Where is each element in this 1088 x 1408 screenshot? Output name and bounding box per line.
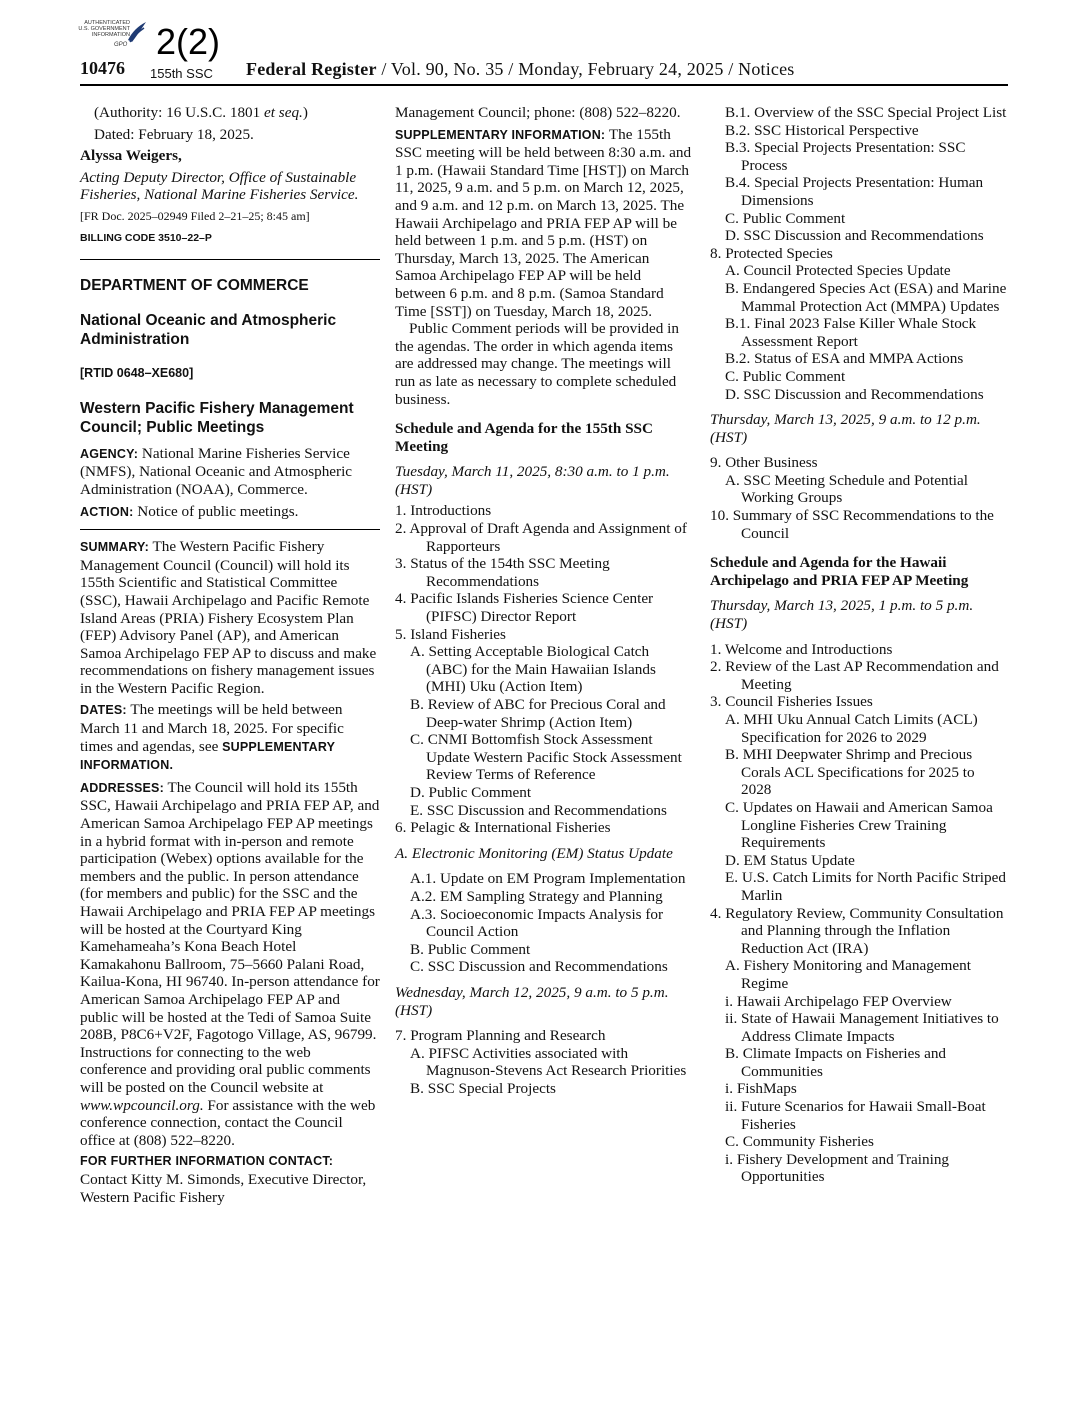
agenda-item: A.3. Socioeconomic Impacts Analysis for Council Action xyxy=(410,905,664,941)
schedule-heading: Schedule and Agenda for the 155th SSC Meeting xyxy=(395,420,653,455)
agenda-item: B.1. Final 2023 False Killer Whale Stock Assessment Report xyxy=(725,315,977,350)
agenda-item: B.3. Special Projects Presentation: SSC Process xyxy=(725,139,966,174)
page-header xyxy=(0,0,1088,92)
agenda-item: D. Public Comment xyxy=(410,783,532,801)
day-heading: Tuesday, March 11, 2025, 8:30 a.m. to 1 p.m. (HST) xyxy=(395,463,670,498)
agenda-item: 10. Summary of SSC Recommendations to the Council xyxy=(710,507,994,542)
dates-label: DATES: xyxy=(80,703,127,718)
agenda-item: C. Updates on Hawaii and American Samoa Longline Fisheries Crew Training Requirements xyxy=(725,798,993,852)
signer-name: Alyssa Weigers, xyxy=(80,147,182,165)
contact-continuation: Management Council; phone: (808) 522–8220. xyxy=(395,104,681,121)
summary-text: The Western Pacific Fishery Management Council (Council) will hold its 155th Scientific and Statistical Committee (SSC), Hawaii Archipelago and Pacific Remote Island Areas (PRIA) Fishery Ecosystem Plan (FEP) Advisory Panel (AP), and American Samoa Archipelago FEP AP to discuss and make recommendations on fishery management issues in the Western Pacific Region. xyxy=(80,538,377,697)
gpo-line: INFORMATION xyxy=(91,32,130,38)
agency-subheading: National Oceanic and Atmospheric Administration xyxy=(80,312,337,349)
subsection-heading: A. Electronic Monitoring (EM) Status Update xyxy=(395,844,673,862)
gpo-seal-text xyxy=(74,20,130,38)
action-text: Notice of public meetings. xyxy=(133,502,299,520)
further-info-text: Contact Kitty M. Simonds, Executive Director, Western Pacific Fishery xyxy=(80,1170,367,1206)
agenda-item: A. SSC Meeting Schedule and Potential Working Groups xyxy=(725,471,968,507)
agenda-item: C. Public Comment xyxy=(725,209,846,227)
agenda-item: E. SSC Discussion and Recommendations xyxy=(410,801,667,819)
dated-line: Dated: February 18, 2025. xyxy=(94,125,254,143)
agenda-item: C. SSC Discussion and Recommendations xyxy=(410,958,668,976)
schedule-heading: Schedule and Agenda for the Hawaii Archipelago and PRIA FEP AP Meeting xyxy=(710,554,969,589)
agenda-item: B. Review of ABC for Precious Coral and Deep-water Shrimp (Action Item) xyxy=(410,696,666,731)
authority-italic: et seq. xyxy=(264,104,303,121)
addresses-paragraph xyxy=(80,779,380,1149)
public-comment-paragraph: Public Comment periods will be provided in the agendas. The order in which agenda items are addressed may change. The meetings will run as late as necessary to complete scheduled business. xyxy=(395,320,679,408)
agenda-item: D. SSC Discussion and Recommendations xyxy=(725,227,984,245)
agenda-item: A. PIFSC Activities associated with Magnuson-Stevens Act Research Priorities xyxy=(410,1044,687,1080)
agenda-item: B. SSC Special Projects xyxy=(410,1079,556,1097)
agenda-item: 4. Regulatory Review, Community Consultation and Planning through the Inflation Reduction Act (IRA) xyxy=(710,904,1004,957)
agenda-item: B. Public Comment xyxy=(410,940,531,958)
stamp-subtext: 155th SSC xyxy=(150,66,213,81)
agenda-item: 1. Welcome and Introductions xyxy=(710,640,893,658)
column-1 xyxy=(80,104,380,1206)
agenda-item: i. Hawaii Archipelago FEP Overview xyxy=(725,992,952,1010)
agenda-item: 5. Island Fisheries xyxy=(395,625,506,643)
agenda-item: B.4. Special Projects Presentation: Human Dimensions xyxy=(725,174,984,209)
agenda-item: A. Fishery Monitoring and Management Regime xyxy=(725,957,971,992)
agenda-list xyxy=(395,870,693,976)
column-3 xyxy=(710,104,1008,1186)
supplementary-label: SUPPLEMENTARY INFORMATION: xyxy=(395,127,606,142)
dates-reference: SUPPLEMENTARY INFORMATION. xyxy=(80,739,335,773)
agenda-item: B. Climate Impacts on Fisheries and Communities xyxy=(725,1045,947,1080)
rtid-line: [RTID 0648–XE680] xyxy=(80,366,194,381)
agenda-item: 6. Pelagic & International Fisheries xyxy=(395,819,611,837)
gpo-authentication-seal xyxy=(74,20,148,52)
dates-text: The meetings will be held between March 11 and March 18, 2025. For specific times and agendas, see xyxy=(80,701,344,755)
action-paragraph xyxy=(80,503,380,522)
column-2 xyxy=(395,104,693,1097)
issue-info: / Vol. 90, No. 35 / Monday, February 24, 2025 / Notices xyxy=(376,59,795,79)
addresses-text: The Council will hold its 155th SSC, Hawaii Archipelago and PRIA FEP AP, and American Samoa Archipelago FEP AP meetings in a hybrid format with in-person and remote participation (Webex) options available for the members and the public. In person attendance (for members and public) for the SSC and the Hawaii Archipelago and PRIA FEP AP meetings will be hosted at the Courtyard King Kamehameaha’s Kona Beach Hotel Kamakahonu Ballroom, 75–5660 Palani Road, Kailua-Kona, HI 96740. In-person attendance for American Samoa Archipelago FEP AP and public will be hosted at the Tedi of Samoa Suite 208B, P8C6+V2F, Fagotogo Village, AS, 96799. Instructions for connecting to the web conference and providing oral public comments will be posted on the Council website at xyxy=(80,778,380,1096)
agenda-item: 7. Program Planning and Research xyxy=(395,1027,606,1045)
agenda-item: B. MHI Deepwater Shrimp and Precious Corals ACL Specifications for 2025 to 2028 xyxy=(725,746,975,799)
agenda-item: B. Endangered Species Act (ESA) and Marine Mammal Protection Act (MMPA) Updates xyxy=(725,279,1007,315)
authority-end: ) xyxy=(302,104,308,121)
supplementary-text: The 155th SSC meeting will be held between 8:30 a.m. and 1 p.m. (Hawaii Standard Time [HST]) on March 11, 2025, 9 a.m. and 5 p.m. on March 12, 2025, and 9 a.m. and 12 p.m. on March 13, 2025. The Hawaii Archipelago and PRIA FEP AP will be held between 1 p.m. and 5 p.m. (HST) on Thursday, March 13, 2025. The American Samoa Archipelago FEP AP will be held between 6 p.m. and 8 p.m. (Samoa Standard Time [SST]) on Tuesday, March 18, 2025. xyxy=(395,125,692,320)
authority-line xyxy=(80,104,380,122)
summary-label: SUMMARY: xyxy=(80,540,149,555)
summary-paragraph xyxy=(80,538,380,697)
agency-paragraph xyxy=(80,445,380,499)
agenda-item: A.1. Update on EM Program Implementation xyxy=(410,870,686,888)
further-info-label: FOR FURTHER INFORMATION CONTACT: xyxy=(80,1154,334,1169)
agenda-list xyxy=(395,502,693,836)
agenda-item: 2. Approval of Draft Agenda and Assignment of Rapporteurs xyxy=(395,520,687,555)
agenda-item: 3. Council Fisheries Issues xyxy=(710,693,873,711)
action-label: ACTION: xyxy=(80,504,134,519)
department-heading: DEPARTMENT OF COMMERCE xyxy=(80,277,309,295)
eagle-icon xyxy=(126,20,148,44)
agency-text: National Marine Fisheries Service (NMFS), National Oceanic and Atmospheric Administration (NOAA), Commerce. xyxy=(80,444,353,498)
agenda-item: 4. Pacific Islands Fisheries Science Center (PIFSC) Director Report xyxy=(395,590,654,626)
billing-code: BILLING CODE 3510–22–P xyxy=(80,231,212,244)
agenda-item: ii. Future Scenarios for Hawaii Small-Boat Fisheries xyxy=(725,1098,986,1133)
agenda-item: A. Setting Acceptable Biological Catch (ABC) for the Main Hawaiian Islands (MHI) Uku (Action Item) xyxy=(410,643,656,696)
council-website-link[interactable]: www.wpcouncil.org. xyxy=(80,1096,204,1114)
agenda-item: 8. Protected Species xyxy=(710,244,833,262)
agenda-item: C. Community Fisheries xyxy=(725,1133,874,1151)
section-divider xyxy=(80,529,380,530)
agenda-item: B.2. SSC Historical Perspective xyxy=(725,121,919,139)
gpo-line: AUTHENTICATED xyxy=(84,20,130,26)
header-rule xyxy=(80,84,1008,86)
gpo-word: GPO xyxy=(114,42,128,48)
agenda-item: A. MHI Uku Annual Catch Limits (ACL) Specification for 2026 to 2029 xyxy=(725,711,978,746)
agenda-list xyxy=(710,454,1008,542)
agenda-item: E. U.S. Catch Limits for North Pacific Striped Marlin xyxy=(725,869,1006,904)
agenda-item: 2. Review of the Last AP Recommendation and Meeting xyxy=(710,658,999,693)
agenda-item: 9. Other Business xyxy=(710,454,818,472)
section-divider xyxy=(80,259,380,260)
agenda-item: D. EM Status Update xyxy=(725,851,855,869)
day-heading: Wednesday, March 12, 2025, 9 a.m. to 5 p.m. (HST) xyxy=(395,983,669,1019)
agenda-item: D. SSC Discussion and Recommendations xyxy=(725,385,984,403)
agenda-item: 1. Introductions xyxy=(395,502,492,520)
agenda-list xyxy=(395,1027,693,1097)
addresses-end: For assistance with the web conference connection, contact the Council office at (808) 522–8220. xyxy=(80,1096,376,1149)
agenda-item: ii. State of Hawaii Management Initiatives to Address Climate Impacts xyxy=(725,1010,999,1045)
agenda-item: i. FishMaps xyxy=(725,1080,797,1098)
running-header xyxy=(246,59,795,80)
agenda-item: B.2. Status of ESA and MMPA Actions xyxy=(725,350,964,368)
day-heading: Thursday, March 13, 2025, 1 p.m. to 5 p.m. (HST) xyxy=(710,597,974,633)
page-number: 10476 xyxy=(80,58,125,78)
fr-doc-line: [FR Doc. 2025–02949 Filed 2–21–25; 8:45 am] xyxy=(80,208,310,223)
agenda-item: A. Council Protected Species Update xyxy=(725,262,951,280)
addresses-label: ADDRESSES: xyxy=(80,780,164,795)
notice-title: Western Pacific Fishery Management Council; Public Meetings xyxy=(80,399,354,436)
agency-label: AGENCY: xyxy=(80,446,139,461)
agenda-item: C. CNMI Bottomfish Stock Assessment Update Western Pacific Stock Assessment Review Terms of Reference xyxy=(410,731,682,784)
agenda-list xyxy=(710,641,1008,1186)
gpo-line: U.S. GOVERNMENT xyxy=(78,26,130,32)
agenda-item: C. Public Comment xyxy=(725,367,846,385)
agenda-list xyxy=(710,104,1008,403)
authority-text: (Authority: 16 U.S.C. 1801 xyxy=(94,104,265,121)
agenda-item: i. Fishery Development and Training Opportunities xyxy=(725,1150,950,1186)
signer-title: Acting Deputy Director, Office of Sustainable Fisheries, National Marine Fisheries Service. xyxy=(80,168,359,204)
journal-name: Federal Register xyxy=(246,59,377,79)
agenda-item: B.1. Overview of the SSC Special Project List xyxy=(725,104,1007,121)
day-heading: Thursday, March 13, 2025, 9 a.m. to 12 p.m. (HST) xyxy=(710,411,981,446)
agenda-item: 3. Status of the 154th SSC Meeting Recommendations xyxy=(395,555,610,590)
agenda-item: A.2. EM Sampling Strategy and Planning xyxy=(410,887,663,905)
dates-paragraph xyxy=(80,701,380,774)
supplementary-paragraph xyxy=(395,126,693,321)
stamp-mark: 2(2) xyxy=(156,21,221,62)
